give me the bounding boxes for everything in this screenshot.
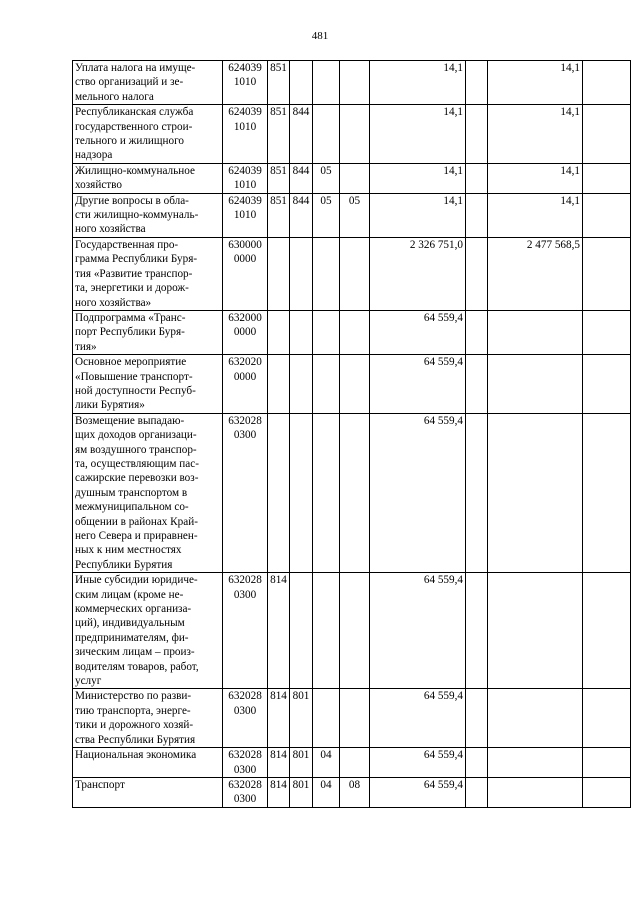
vr-cell: 814	[268, 689, 290, 748]
pr-cell	[340, 237, 370, 310]
table-row	[73, 748, 631, 778]
name-cell	[73, 193, 223, 237]
name-cell	[73, 748, 223, 778]
name-line: Республиканская служба	[75, 106, 194, 119]
name-line: мельного налога	[75, 90, 154, 103]
code-line: 632000	[228, 311, 262, 324]
gr-cell	[290, 355, 313, 414]
sum1-cell: 64 559,4	[370, 310, 466, 354]
name-line: лики Бурятия»	[75, 399, 145, 412]
gr-cell	[290, 573, 313, 689]
mid-cell	[466, 61, 488, 105]
name-line: Республики Бурятия	[75, 558, 173, 571]
code-cell	[223, 573, 268, 689]
sum1-cell: 14,1	[370, 61, 466, 105]
mid-cell	[466, 355, 488, 414]
pr-cell: 08	[340, 777, 370, 807]
name-cell	[73, 163, 223, 193]
vr-cell: 851	[268, 193, 290, 237]
name-line: Другие вопросы в обла-	[75, 194, 189, 207]
name-line: сти жилищно-коммуналь-	[75, 209, 199, 222]
rz-cell	[313, 355, 340, 414]
pr-cell	[340, 748, 370, 778]
sum2-cell: 14,1	[488, 163, 583, 193]
name-line: грамма Республики Буря-	[75, 253, 198, 266]
name-line: тельного и жилищного	[75, 135, 184, 148]
name-cell	[73, 573, 223, 689]
sum2-cell	[488, 573, 583, 689]
last-cell	[583, 689, 631, 748]
name-line: тию транспорта, энерге-	[75, 704, 191, 717]
name-line: ций), индивидуальным	[75, 617, 185, 630]
code-cell	[223, 777, 268, 807]
code-cell	[223, 413, 268, 572]
last-cell	[583, 163, 631, 193]
code-cell	[223, 310, 268, 354]
name-cell	[73, 413, 223, 572]
name-line: душным транспортом в	[75, 486, 188, 499]
sum1-cell: 14,1	[370, 163, 466, 193]
code-line: 624039	[228, 194, 262, 207]
rz-cell: 05	[313, 193, 340, 237]
table-row	[73, 193, 631, 237]
code-line: 632020	[228, 356, 262, 369]
sum2-cell	[488, 748, 583, 778]
code-line: 632028	[228, 690, 262, 703]
name-line: хозяйство	[75, 179, 122, 192]
code-line: 1010	[233, 120, 257, 133]
table-row	[73, 689, 631, 748]
code-cell	[223, 61, 268, 105]
pr-cell	[340, 163, 370, 193]
name-cell	[73, 355, 223, 414]
sum2-cell	[488, 413, 583, 572]
sum2-cell: 2 477 568,5	[488, 237, 583, 310]
table-row	[73, 777, 631, 807]
last-cell	[583, 355, 631, 414]
sum1-cell: 64 559,4	[370, 748, 466, 778]
rz-cell	[313, 237, 340, 310]
name-line: Транспорт	[75, 778, 125, 791]
code-line: 0300	[233, 704, 257, 717]
name-cell	[73, 310, 223, 354]
name-line: него Севера и приравнен-	[75, 530, 198, 542]
gr-cell	[290, 413, 313, 572]
name-line: Государственная про-	[75, 238, 179, 251]
name-cell	[73, 237, 223, 310]
table-row	[73, 237, 631, 310]
mid-cell	[466, 237, 488, 310]
name-line: ским лицам (кроме не-	[75, 588, 184, 601]
code-cell	[223, 355, 268, 414]
mid-cell	[466, 310, 488, 354]
sum1-cell: 64 559,4	[370, 777, 466, 807]
sum2-cell: 14,1	[488, 105, 583, 164]
gr-cell: 801	[290, 689, 313, 748]
mid-cell	[466, 777, 488, 807]
name-line: Основное мероприятие	[75, 356, 187, 369]
last-cell	[583, 777, 631, 807]
name-line: предпринимателям, фи-	[75, 631, 189, 644]
code-line: 0300	[233, 763, 257, 776]
gr-cell	[290, 237, 313, 310]
code-line: 632028	[228, 414, 262, 427]
vr-cell	[268, 413, 290, 572]
table-row	[73, 355, 631, 414]
gr-cell: 801	[290, 748, 313, 778]
page-number: 481	[311, 30, 329, 42]
code-line: 624039	[228, 106, 262, 119]
gr-cell: 844	[290, 193, 313, 237]
name-line: водителям товаров, работ,	[75, 660, 199, 673]
code-line: 632028	[228, 749, 262, 762]
name-line: тия «Развитие транспор-	[75, 267, 193, 280]
name-line: Подпрограмма «Транс-	[75, 311, 186, 324]
name-line: Национальная экономика	[75, 749, 197, 762]
vr-cell: 851	[268, 163, 290, 193]
sum2-cell	[488, 689, 583, 748]
last-cell	[583, 573, 631, 689]
gr-cell: 844	[290, 163, 313, 193]
name-cell	[73, 689, 223, 748]
pr-cell	[340, 689, 370, 748]
name-line: зическим лицам – произ-	[75, 646, 195, 659]
name-line: порт Республики Буря-	[75, 326, 185, 339]
name-line: услуг	[75, 675, 102, 688]
rz-cell	[313, 61, 340, 105]
name-line: общении в районах Край-	[75, 515, 198, 528]
name-line: тия»	[75, 340, 97, 353]
code-line: 0000	[233, 326, 257, 339]
sum1-cell: 14,1	[370, 105, 466, 164]
pr-cell	[340, 355, 370, 414]
budget-table	[72, 60, 631, 808]
code-line: 632028	[228, 574, 262, 587]
code-cell	[223, 689, 268, 748]
table-row	[73, 310, 631, 354]
code-line: 624039	[228, 62, 262, 74]
sum1-cell: 64 559,4	[370, 413, 466, 572]
name-line: та, энергетики и дорож-	[75, 282, 189, 295]
name-line: ного хозяйства»	[75, 296, 152, 309]
mid-cell	[466, 163, 488, 193]
code-line: 0300	[233, 429, 257, 442]
name-line: сажирские перевозки воз-	[75, 472, 199, 485]
name-line: ство организаций и зе-	[75, 76, 184, 89]
pr-cell	[340, 105, 370, 164]
name-line: тики и дорожного хозяй-	[75, 719, 194, 732]
code-line: 624039	[228, 164, 262, 177]
name-line: щих доходов организаци-	[75, 429, 197, 442]
code-line: 0000	[233, 370, 257, 383]
last-cell	[583, 105, 631, 164]
rz-cell: 04	[313, 748, 340, 778]
rz-cell: 05	[313, 163, 340, 193]
vr-cell	[268, 310, 290, 354]
rz-cell	[313, 413, 340, 572]
name-line: та, осуществляющим пас-	[75, 457, 199, 470]
name-line: коммерческих организа-	[75, 603, 192, 616]
name-cell	[73, 777, 223, 807]
sum1-cell: 14,1	[370, 193, 466, 237]
name-line: ной доступности Респуб-	[75, 384, 196, 397]
name-line: ям воздушного транспор-	[75, 443, 197, 456]
gr-cell: 801	[290, 777, 313, 807]
pr-cell	[340, 573, 370, 689]
table-row	[73, 573, 631, 689]
sum2-cell	[488, 310, 583, 354]
mid-cell	[466, 105, 488, 164]
last-cell	[583, 61, 631, 105]
name-line: Министерство по разви-	[75, 690, 192, 703]
gr-cell	[290, 310, 313, 354]
vr-cell: 814	[268, 748, 290, 778]
vr-cell	[268, 355, 290, 414]
name-line: ных к ним местностях	[75, 544, 182, 557]
rz-cell	[313, 105, 340, 164]
name-line: межмуниципальном со-	[75, 501, 189, 514]
code-line: 632028	[228, 778, 262, 791]
last-cell	[583, 193, 631, 237]
vr-cell: 814	[268, 777, 290, 807]
name-line: ного хозяйства	[75, 223, 146, 236]
name-cell	[73, 105, 223, 164]
gr-cell	[290, 61, 313, 105]
table-row	[73, 105, 631, 164]
vr-cell	[268, 237, 290, 310]
code-line: 630000	[228, 238, 262, 251]
code-cell	[223, 237, 268, 310]
code-line: 1010	[233, 179, 257, 192]
last-cell	[583, 237, 631, 310]
name-line: Жилищно-коммунальное	[75, 164, 195, 177]
last-cell	[583, 310, 631, 354]
vr-cell: 851	[268, 61, 290, 105]
name-line: государственного строи-	[75, 120, 193, 133]
pr-cell	[340, 310, 370, 354]
name-line: Иные субсидии юридиче-	[75, 574, 198, 587]
mid-cell	[466, 413, 488, 572]
name-line: Возмещение выпадаю-	[75, 414, 185, 427]
rz-cell	[313, 310, 340, 354]
sum2-cell: 14,1	[488, 193, 583, 237]
code-line: 1010	[233, 76, 257, 89]
pr-cell	[340, 413, 370, 572]
code-line: 0300	[233, 793, 257, 806]
rz-cell	[313, 573, 340, 689]
code-cell	[223, 193, 268, 237]
sum1-cell: 2 326 751,0	[370, 237, 466, 310]
mid-cell	[466, 689, 488, 748]
code-line: 0000	[233, 253, 257, 266]
code-line: 0300	[233, 588, 257, 601]
mid-cell	[466, 193, 488, 237]
sum1-cell: 64 559,4	[370, 573, 466, 689]
last-cell	[583, 413, 631, 572]
gr-cell: 844	[290, 105, 313, 164]
name-line: «Повышение транспорт-	[75, 370, 193, 383]
vr-cell: 814	[268, 573, 290, 689]
sum2-cell	[488, 355, 583, 414]
name-line: ства Республики Бурятия	[75, 733, 196, 746]
rz-cell	[313, 689, 340, 748]
code-line: 1010	[233, 209, 257, 222]
budget-table-body	[73, 61, 631, 808]
vr-cell: 851	[268, 105, 290, 164]
mid-cell	[466, 573, 488, 689]
pr-cell	[340, 61, 370, 105]
name-line: Уплата налога на имуще-	[75, 62, 196, 74]
table-row	[73, 61, 631, 105]
table-row	[73, 413, 631, 572]
table-row	[73, 163, 631, 193]
sum1-cell: 64 559,4	[370, 689, 466, 748]
sum1-cell: 64 559,4	[370, 355, 466, 414]
pr-cell: 05	[340, 193, 370, 237]
mid-cell	[466, 748, 488, 778]
code-cell	[223, 105, 268, 164]
sum2-cell: 14,1	[488, 61, 583, 105]
code-cell	[223, 748, 268, 778]
rz-cell: 04	[313, 777, 340, 807]
sum2-cell	[488, 777, 583, 807]
code-cell	[223, 163, 268, 193]
name-cell	[73, 61, 223, 105]
last-cell	[583, 748, 631, 778]
name-line: надзора	[75, 149, 113, 162]
